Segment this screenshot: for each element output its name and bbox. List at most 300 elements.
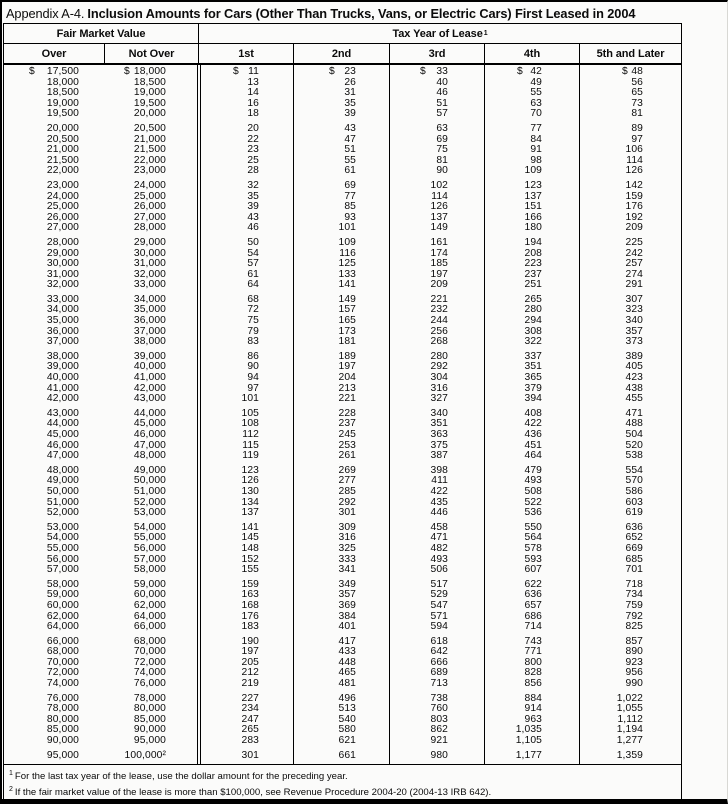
cell-value: 63: [436, 122, 448, 134]
cell-value: 384: [338, 610, 356, 622]
cell-value: 36,000: [133, 315, 166, 327]
cell-value: 517: [430, 578, 448, 590]
cell-value: 34,000: [46, 304, 79, 316]
page-title: [2, 2, 727, 23]
cell-value: 513: [338, 703, 356, 715]
cell-value: 58,000: [46, 578, 79, 590]
cell-value: 81: [436, 154, 448, 166]
cell-value: 70,000: [46, 656, 79, 668]
cell-value: 25: [247, 154, 259, 166]
cell-year-3: [389, 451, 484, 462]
cell-value: 123: [524, 179, 542, 191]
cell-value: 398: [430, 464, 448, 476]
cell-value: 133: [338, 268, 356, 280]
cell-value: 465: [338, 667, 356, 679]
cell-value: 51,000: [133, 485, 166, 497]
cell-value: 112: [242, 429, 259, 440]
cell-value: 22: [247, 133, 259, 145]
cell-value: 97: [247, 382, 259, 394]
cell-value: 304: [430, 372, 448, 384]
cell-value: 369: [338, 599, 356, 611]
cell-year-5-and-later: [579, 679, 681, 690]
cell-value: 32: [247, 179, 259, 191]
cell-value: 451: [524, 439, 542, 451]
table-row: [4, 135, 681, 146]
cell-value: 234: [241, 703, 259, 715]
cell-value: 538: [625, 450, 643, 462]
cell-value: 405: [625, 361, 643, 373]
cell-value: 114: [431, 190, 448, 202]
cell-value: 578: [524, 542, 542, 554]
cell-year-2: [293, 192, 389, 203]
cell-value: 42: [530, 66, 542, 77]
cell-value: 394: [524, 393, 542, 405]
cell-year-4: [484, 166, 579, 177]
cell-year-1: [198, 67, 293, 78]
cell-value: 351: [430, 418, 448, 430]
cell-value: 963: [524, 713, 542, 725]
cell-value: 95,000: [133, 735, 166, 747]
cell-value: 47,000: [46, 450, 79, 462]
header-tax-year-label: Tax Year of Lease: [392, 27, 483, 40]
cell-value: 28,000: [133, 222, 166, 234]
cell-value: 46: [247, 222, 259, 234]
cell-year-5-and-later: [579, 508, 681, 519]
dollar-sign: $: [124, 66, 130, 77]
cell-value: 33,000: [133, 279, 166, 291]
cell-value: 1,359: [616, 749, 643, 761]
cell-value: 137: [430, 211, 448, 223]
row-group: [4, 67, 681, 120]
cell-value: 228: [338, 407, 356, 419]
cell-value: 550: [524, 521, 542, 533]
cell-value: 223: [524, 258, 542, 270]
cell-value: 508: [524, 485, 542, 497]
footnotes: [4, 764, 681, 802]
cell-value: 316: [338, 532, 356, 544]
cell-year-4: [484, 508, 579, 519]
cell-year-1: [198, 352, 293, 363]
cell-value: 493: [524, 475, 542, 487]
cell-value: 152: [241, 553, 259, 565]
cell-value: 554: [625, 464, 643, 476]
cell-value: 714: [524, 621, 542, 633]
cell-value: 49,000: [46, 475, 79, 487]
cell-year-5-and-later: [579, 751, 681, 762]
dollar-sign: $: [517, 66, 523, 77]
cell-value: 1,177: [515, 749, 542, 761]
cell-value: 101: [241, 393, 259, 405]
cell-value: 365: [524, 372, 542, 384]
cell-value: 11: [248, 66, 259, 77]
column-header-year-4: 4th: [484, 44, 579, 63]
row-group: [4, 238, 681, 291]
cell-value: 341: [338, 564, 356, 576]
column-header-not-over: Not Over: [104, 44, 198, 63]
cell-year-1: [198, 394, 293, 405]
cell-value: 68,000: [46, 646, 79, 658]
cell-value: 401: [338, 621, 356, 633]
cell-value: 61: [344, 165, 356, 177]
cell-value: 109: [524, 165, 542, 177]
cell-value: 43,000: [133, 393, 166, 405]
cell-value: 149: [338, 293, 356, 305]
cell-value: 458: [430, 521, 448, 533]
cell-value: 185: [430, 258, 448, 270]
cell-not-over: [104, 451, 198, 462]
cell-value: 496: [338, 692, 356, 704]
cell-value: 884: [524, 692, 542, 704]
cell-value: 232: [430, 304, 448, 316]
cell-value: 25,000: [46, 201, 79, 213]
cell-value: 245: [338, 429, 356, 440]
cell-value: 90: [247, 361, 259, 373]
cell-value: 792: [625, 610, 643, 622]
cell-year-1: [198, 99, 293, 110]
cell-value: 956: [625, 667, 643, 679]
cell-over: [4, 109, 104, 120]
cell-value: 190: [241, 635, 259, 647]
table-row: [4, 751, 681, 762]
cell-value: 522: [524, 496, 542, 508]
cell-value: 46,000: [133, 429, 166, 440]
cell-value: 141: [241, 521, 259, 533]
cell-year-1: [198, 88, 293, 99]
cell-value: 536: [524, 507, 542, 519]
cell-year-4: [484, 451, 579, 462]
cell-year-2: [293, 67, 389, 78]
table-row: [4, 109, 681, 120]
cell-value: 22,000: [133, 154, 166, 166]
cell-value: 375: [430, 439, 448, 451]
cell-value: 586: [625, 485, 643, 497]
row-group: [4, 694, 681, 747]
footnote: [9, 768, 675, 784]
column-header-year-5-and-later: 5th and Later: [579, 44, 681, 63]
cell-value: 221: [430, 293, 448, 305]
header-tax-year-of-lease: Tax Year of Lease 1: [198, 24, 681, 43]
cell-value: 212: [241, 667, 259, 679]
cell-year-5-and-later: [579, 88, 681, 99]
cell-value: 27,000: [133, 211, 166, 223]
cell-value: 57,000: [133, 553, 166, 565]
cell-not-over: [104, 736, 198, 747]
cell-over: [4, 622, 104, 633]
cell-value: 77: [530, 122, 542, 134]
table-row: [4, 223, 681, 234]
cell-value: 828: [524, 667, 542, 679]
cell-value: 91: [530, 144, 542, 156]
cell-value: 1,022: [616, 692, 643, 704]
cell-value: 261: [338, 450, 356, 462]
cell-value: 309: [338, 521, 356, 533]
cell-value: 78,000: [133, 692, 166, 704]
cell-year-1: [198, 337, 293, 348]
cell-value: 357: [625, 325, 643, 337]
cell-value: 280: [430, 350, 448, 362]
table-row: [4, 124, 681, 135]
cell-value: 78,000: [46, 703, 79, 715]
cell-value: 53,000: [46, 521, 79, 533]
cell-year-3: [389, 622, 484, 633]
cell-value: 60,000: [133, 589, 166, 601]
cell-value: 151: [524, 201, 542, 213]
cell-value: 57: [436, 108, 448, 120]
cell-value: 564: [524, 532, 542, 544]
cell-value: 77: [344, 190, 356, 202]
cell-value: 109: [338, 236, 356, 248]
cell-value: 471: [430, 532, 448, 544]
cell-value: 45,000: [133, 418, 166, 430]
row-group: [4, 409, 681, 462]
cell-value: 30,000: [133, 247, 166, 259]
table-row: [4, 337, 681, 348]
cell-year-1: [198, 736, 293, 747]
cell-year-5-and-later: [579, 223, 681, 234]
cell-value: 41,000: [46, 382, 79, 394]
cell-year-4: [484, 109, 579, 120]
cell-year-1: [198, 109, 293, 120]
cell-value: 349: [338, 578, 356, 590]
cell-value: 45,000: [46, 429, 79, 440]
cell-value: 63: [530, 97, 542, 109]
cell-value: 24,000: [46, 190, 79, 202]
table-row: [4, 99, 681, 110]
cell-value: 18,500: [46, 87, 79, 99]
cell-value: 43: [344, 122, 356, 134]
cell-value: 471: [625, 407, 643, 419]
cell-year-3: [389, 223, 484, 234]
cell-year-2: [293, 99, 389, 110]
cell-value: 181: [338, 336, 356, 348]
cell-value: 743: [524, 635, 542, 647]
cell-value: 268: [430, 336, 448, 348]
cell-value: 257: [625, 258, 643, 270]
cell-value: 225: [625, 236, 643, 248]
cell-value: 520: [625, 439, 643, 451]
cell-value: 36,000: [46, 325, 79, 337]
cell-value: 291: [625, 279, 643, 291]
cell-year-2: [293, 565, 389, 576]
cell-value: 433: [338, 646, 356, 658]
row-group: [4, 295, 681, 348]
cell-year-5-and-later: [579, 99, 681, 110]
cell-value: 209: [625, 222, 643, 234]
cell-value: 387: [430, 450, 448, 462]
cell-value: 176: [241, 610, 259, 622]
cell-value: 669: [625, 542, 643, 554]
cell-year-1: [198, 156, 293, 167]
cell-value: 52,000: [46, 507, 79, 519]
cell-year-3: [389, 394, 484, 405]
row-group: [4, 124, 681, 177]
cell-value: 323: [625, 304, 643, 316]
cell-year-5-and-later: [579, 736, 681, 747]
cell-value: 166: [524, 211, 542, 223]
cell-value: 74,000: [133, 667, 166, 679]
cell-value: 301: [241, 749, 259, 761]
cell-value: 307: [625, 293, 643, 305]
cell-year-4: [484, 622, 579, 633]
cell-value: 46: [436, 87, 448, 99]
cell-value: 316: [430, 382, 448, 394]
cell-value: 64,000: [46, 621, 79, 633]
cell-value: 83: [247, 336, 259, 348]
cell-year-2: [293, 508, 389, 519]
cell-value: 209: [430, 279, 448, 291]
cell-year-2: [293, 181, 389, 192]
cell-over: [4, 508, 104, 519]
cell-value: 61: [247, 268, 259, 280]
cell-value: 923: [625, 656, 643, 668]
data-table: [3, 23, 682, 804]
cell-value: 20,000: [133, 108, 166, 120]
cell-value: 657: [524, 599, 542, 611]
cell-value: 40,000: [133, 361, 166, 373]
cell-not-over: [104, 622, 198, 633]
cell-year-2: [293, 751, 389, 762]
dollar-sign: $: [622, 66, 628, 77]
cell-year-1: [198, 622, 293, 633]
cell-value: 718: [625, 578, 643, 590]
cell-value: 189: [338, 350, 356, 362]
column-header-year-3: 3rd: [389, 44, 484, 63]
cell-value: 40,000: [46, 372, 79, 384]
cell-value: 48,000: [46, 464, 79, 476]
cell-value: 56,000: [46, 553, 79, 565]
cell-value: 422: [430, 485, 448, 497]
cell-value: 20,000: [46, 122, 79, 134]
cell-value: 39,000: [46, 361, 79, 373]
cell-value: 47,000: [133, 439, 166, 451]
dollar-sign: $: [233, 66, 239, 77]
cell-value: 253: [338, 439, 356, 451]
cell-value: 42,000: [46, 393, 79, 405]
cell-value: 686: [524, 610, 542, 622]
cell-value: 482: [430, 542, 448, 554]
cell-value: 277: [338, 475, 356, 487]
cell-year-2: [293, 156, 389, 167]
cell-value: 26: [344, 76, 356, 88]
cell-value: 85,000: [133, 713, 166, 725]
cell-year-1: [198, 751, 293, 762]
cell-value: 76,000: [46, 692, 79, 704]
cell-year-1: [198, 373, 293, 384]
cell-year-1: [198, 362, 293, 373]
cell-value: 825: [625, 621, 643, 633]
cell-value: 435: [430, 496, 448, 508]
cell-value: 44,000: [133, 407, 166, 419]
table-row: [4, 565, 681, 576]
row-group: [4, 466, 681, 519]
cell-value: 74,000: [46, 678, 79, 690]
cell-value: 22,000: [46, 165, 79, 177]
cell-value: 165: [338, 315, 356, 327]
cell-value: 411: [431, 475, 448, 487]
cell-value: 856: [524, 678, 542, 690]
cell-value: 59,000: [133, 578, 166, 590]
cell-value: 481: [338, 678, 356, 690]
cell-value: 621: [338, 735, 356, 747]
cell-year-3: [389, 280, 484, 291]
cell-value: 93: [344, 211, 356, 223]
cell-over: [4, 565, 104, 576]
cell-value: 18,000: [133, 66, 166, 77]
cell-year-1: [198, 249, 293, 260]
cell-year-1: [198, 192, 293, 203]
cell-value: 642: [430, 646, 448, 658]
cell-value: 363: [430, 429, 448, 440]
cell-value: 636: [524, 589, 542, 601]
cell-value: 119: [242, 450, 259, 462]
cell-value: 292: [430, 361, 448, 373]
cell-value: 60,000: [46, 599, 79, 611]
cell-value: 163: [241, 589, 259, 601]
cell-value: 19,000: [133, 87, 166, 99]
cell-value: 62,000: [133, 599, 166, 611]
cell-value: 594: [430, 621, 448, 633]
cell-value: 21,500: [133, 144, 166, 156]
cell-value: 108: [241, 418, 259, 430]
cell-value: 18,500: [133, 76, 166, 88]
cell-value: 446: [430, 507, 448, 519]
cell-value: 115: [242, 439, 259, 451]
cell-value: 26,000: [46, 211, 79, 223]
cell-value: 64,000: [133, 610, 166, 622]
cell-value: 43,000: [46, 407, 79, 419]
cell-value: 29,000: [46, 247, 79, 259]
table-row: [4, 394, 681, 405]
cell-year-1: [198, 295, 293, 306]
cell-value: 803: [430, 713, 448, 725]
cell-year-5-and-later: [579, 451, 681, 462]
cell-value: 23,000: [133, 165, 166, 177]
cell-value: 351: [524, 361, 542, 373]
cell-value: 34,000: [133, 293, 166, 305]
cell-year-2: [293, 166, 389, 177]
cell-value: 145: [241, 532, 259, 544]
dollar-sign: $: [29, 66, 35, 77]
cell-year-2: [293, 394, 389, 405]
cell-value: 20: [247, 122, 259, 134]
cell-value: 38,000: [46, 350, 79, 362]
cell-year-2: [293, 135, 389, 146]
cell-value: 408: [524, 407, 542, 419]
cell-value: 219: [241, 678, 259, 690]
cell-value: 100,000²: [124, 749, 166, 761]
cell-year-4: [484, 565, 579, 576]
cell-value: 192: [625, 211, 643, 223]
cell-value: 13: [247, 76, 259, 88]
cell-year-5-and-later: [579, 166, 681, 177]
cell-value: 56: [631, 76, 643, 88]
cell-not-over: [104, 394, 198, 405]
table-row: [4, 280, 681, 291]
cell-value: 31: [344, 87, 356, 99]
cell-not-over: [104, 337, 198, 348]
cell-value: 760: [430, 703, 448, 715]
cell-year-2: [293, 202, 389, 213]
cell-value: 205: [241, 656, 259, 668]
row-group: [4, 181, 681, 234]
dollar-sign: $: [420, 66, 426, 77]
cell-over: [4, 280, 104, 291]
cell-value: 28,000: [46, 236, 79, 248]
cell-value: 79: [247, 325, 259, 337]
cell-value: 59,000: [46, 589, 79, 601]
cell-year-4: [484, 736, 579, 747]
table-row: [4, 736, 681, 747]
